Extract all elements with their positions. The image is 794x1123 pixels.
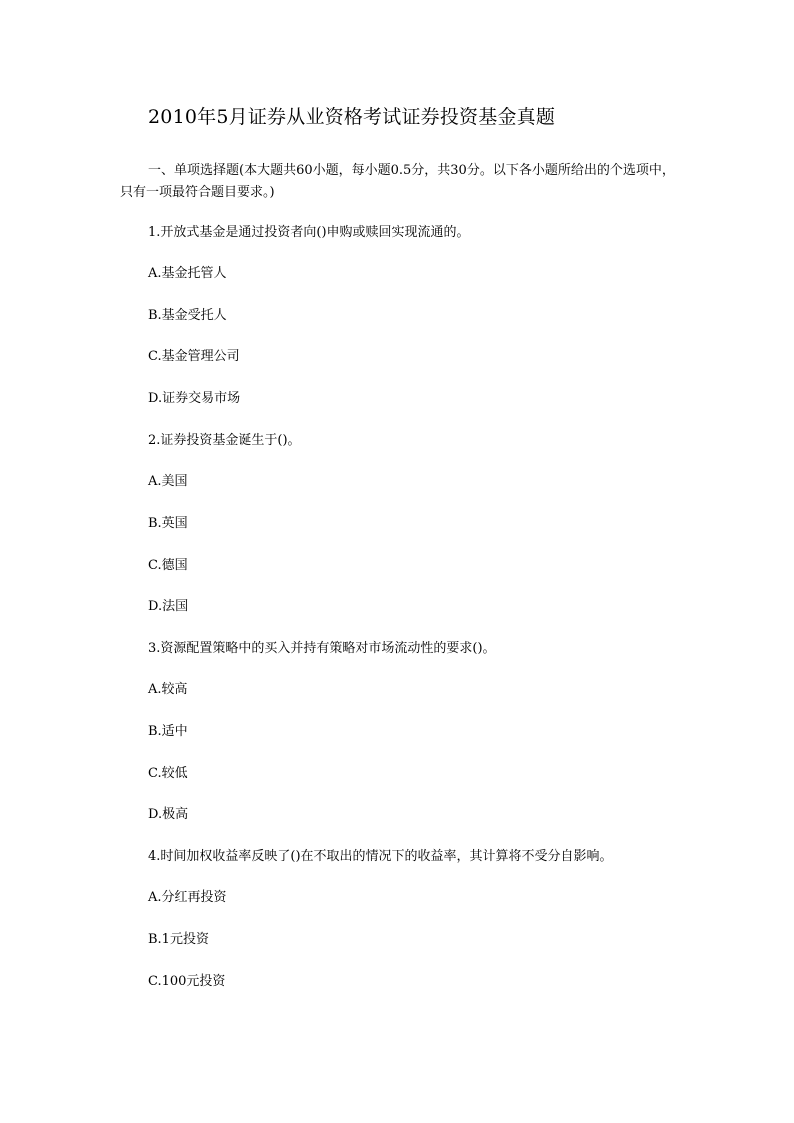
answer-option: B.1元投资 [148, 932, 209, 947]
question-stem: 4.时间加权收益率反映了()在不取出的情况下的收益率，其计算将不受分自影响。 [148, 849, 613, 864]
answer-option: B.适中 [148, 724, 188, 739]
answer-option: D.证券交易市场 [148, 391, 241, 406]
question-stem: 1.开放式基金是通过投资者向()申购或赎回实现流通的。 [148, 225, 470, 240]
answer-option: B.基金受托人 [148, 308, 227, 323]
answer-option: B.英国 [148, 516, 188, 531]
answer-option: C.较低 [148, 766, 188, 781]
answer-option: A.基金托管人 [148, 266, 227, 281]
question-stem: 2.证券投资基金诞生于()。 [148, 433, 301, 448]
answer-option: C.基金管理公司 [148, 349, 240, 364]
answer-option: A.美国 [148, 474, 188, 489]
answer-option: D.极高 [148, 807, 189, 822]
answer-option: A.较高 [148, 682, 188, 697]
document-title: 2010年5月证券从业资格考试证券投资基金真题 [148, 106, 556, 128]
answer-option: D.法国 [148, 599, 189, 614]
answer-option: A.分红再投资 [148, 890, 227, 905]
question-stem: 3.资源配置策略中的买入并持有策略对市场流动性的要求()。 [148, 641, 496, 656]
section-intro: 一、单项选择题(本大题共60小题，每小题0.5分，共30分。以下各小题所给出的个选项中，只有一项最符合题目要求。) [120, 163, 675, 200]
answer-option: C.德国 [148, 558, 188, 573]
answer-option: C.100元投资 [148, 974, 226, 989]
